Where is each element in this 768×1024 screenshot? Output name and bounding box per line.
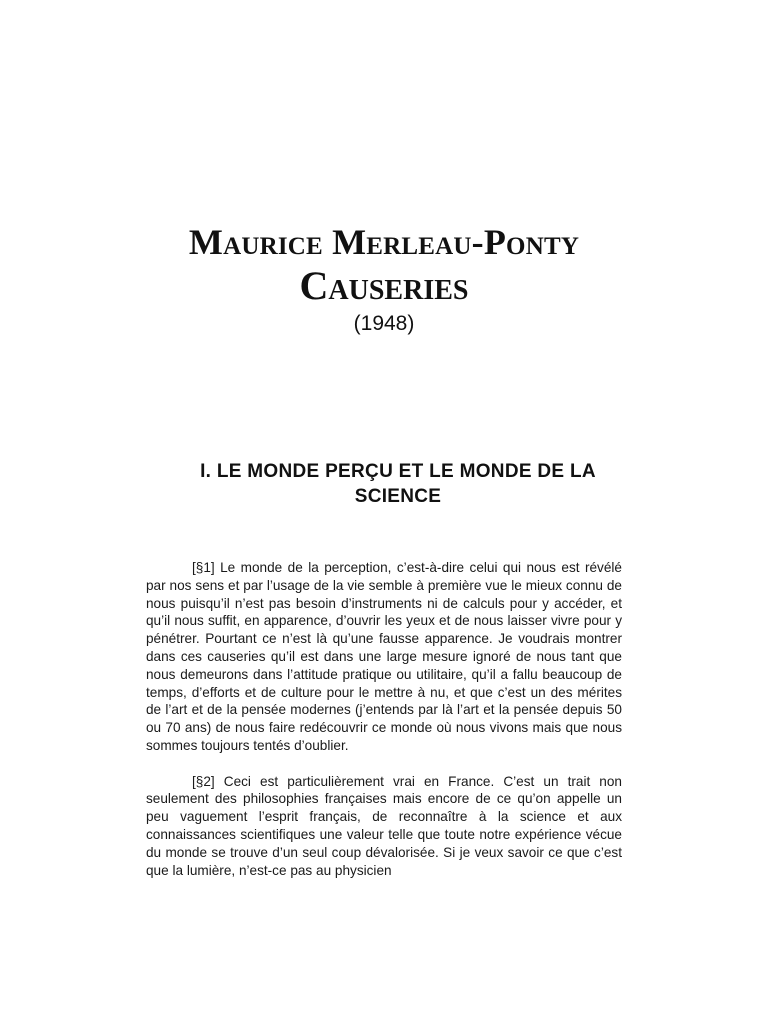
- body-text: [146, 559, 622, 897]
- author-name: Maurice Merleau-Ponty: [188, 222, 580, 262]
- paragraph-1: [§1] Le monde de la perception, c’est-à-dire celui qui nous est révélé par nos sens et par l’usage de la vie semble à première vue le mieux connu de nous puisqu’il n’est pas besoin d’instruments ni de calculs pour y accéder, et qu’il nous suffit, en apparence, d’ouvrir les yeux et de nous laisser vivre pour y pénétrer. Pourtant ce n’est là qu’une fausse apparence. Je voudrais montrer dans ces causeries qu’il est dans une large mesure ignoré de nous tant que nous demeurons dans l’attitude pratique ou utilitaire, qu’il a fallu beaucoup de temps, d’efforts et de culture pour le mettre à nu, et que c’est un des mérites de l’art et de la pensée modernes (j’entends par là l’art et la pensée depuis 50 ou 70 ans) de nous faire redécouvrir ce monde où nous vivons mais que nous sommes toujours tentés d’oublier.: [146, 560, 622, 753]
- chapter-heading: I. LE MONDE PERÇU ET LE MONDE DE LA SCIENCE: [200, 461, 596, 507]
- work-title: Causeries: [299, 263, 469, 308]
- paragraph-2: [§2] Ceci est particulièrement vrai en France. C’est un trait non seulement des philosophies françaises mais encore de ce qu’on appelle un peu vaguement l’esprit français, de reconnaître à la science et aux connaissances scientifiques une valeur telle que toute notre expérience vécue du monde se trouve d’un seul coup dévalorisée. Si je veux savoir ce que c’est que la lumière, n’est-ce pas au physicien: [146, 773, 622, 878]
- publication-year: (1948): [353, 312, 415, 335]
